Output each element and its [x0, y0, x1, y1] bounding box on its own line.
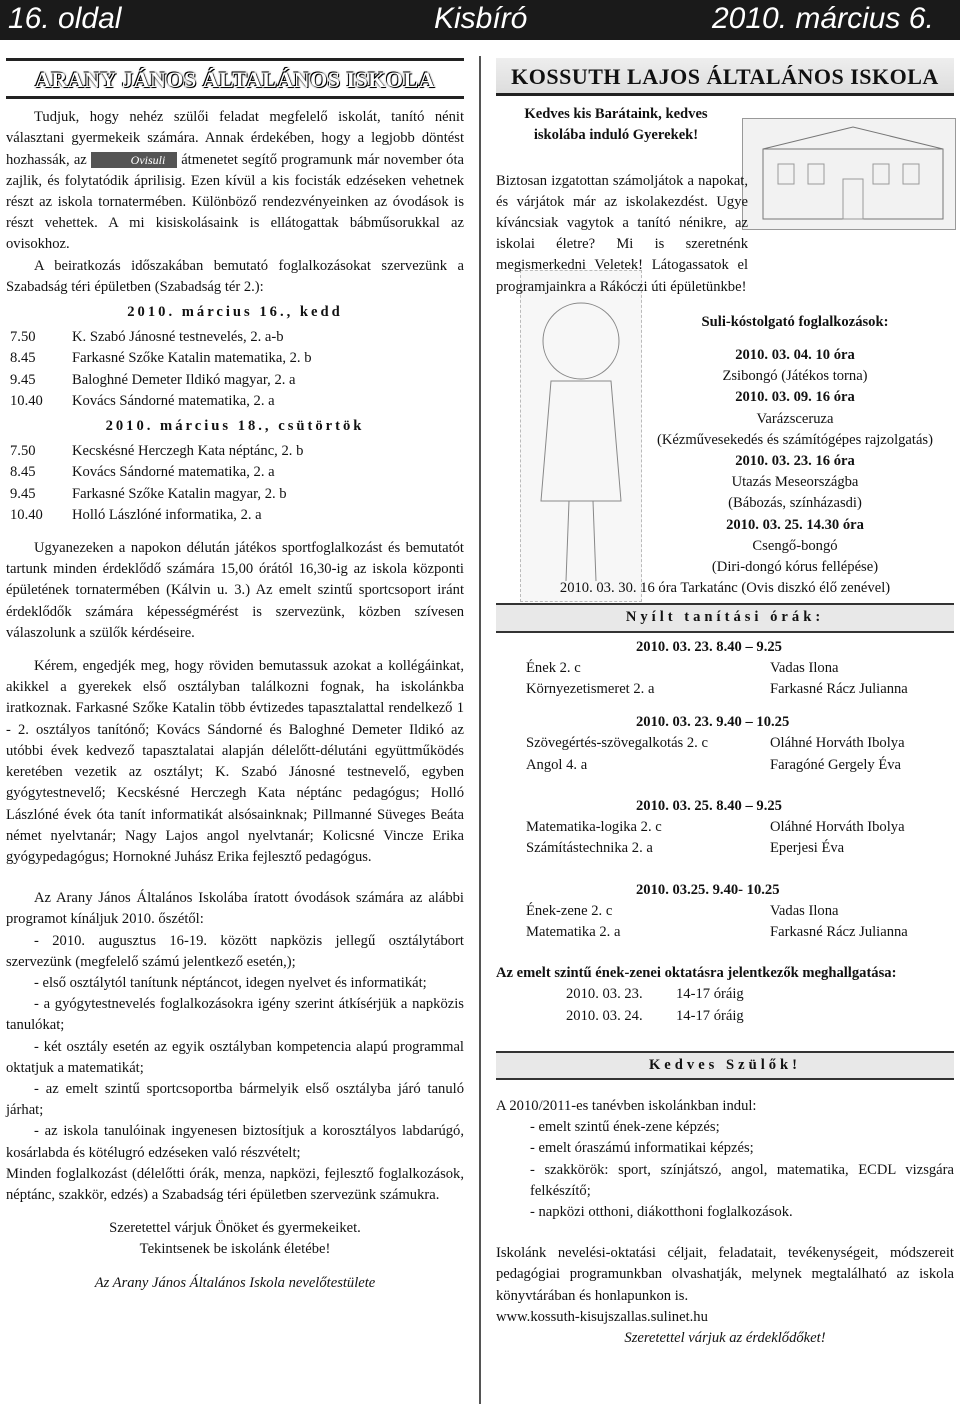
open-row	[526, 755, 954, 776]
suli-line: 2010. 03. 23. 16 óra	[735, 453, 855, 470]
music-dates	[496, 984, 954, 1026]
list-item: - emelt óraszámú informatikai képzés;	[530, 1140, 754, 1157]
day1-heading: 2010. március 16., kedd	[127, 304, 343, 321]
kossuth-column	[496, 58, 954, 1349]
signature: Az Arany János Általános Iskola nevelőtestülete	[94, 1274, 376, 1291]
list-item: - az iskola tanulóinak ingyenesen biztosítjuk a korosztályos labdarúgó, kosárlabda és kötélugró edzéseken való részvételt;	[6, 1123, 464, 1161]
suli-line: 2010. 03. 30. 16 óra Tarkatánc (Ovis diszkó élő zenével)	[559, 580, 891, 597]
signoff: Szeretettel várjuk az érdeklődőket!	[624, 1329, 826, 1346]
program-list	[6, 931, 464, 1164]
spacer	[6, 1206, 464, 1218]
open-row	[526, 922, 954, 943]
open-row	[526, 817, 954, 838]
spacer	[6, 526, 464, 538]
spacer	[496, 1223, 954, 1243]
parents-title: Kedves Szülők!	[496, 1051, 954, 1080]
teachers-paragraph: Kérem, engedjék meg, hogy röviden bemutassuk azokat a kollégáinkat, akikkel a gyerekek első osztályban találkozni fognak, ha iskolánkba iratkoznak. Farkasné Szőke Katalin több évtizedes tapasztalattal rendelkező 1 - 2. osztályos tanítónő; Kovács Sándorné és Baloghné Demeter Ildikó az utóbbi évek kedvező tapasztalatai alapján délelőtt-délutáni együttműködés keretében vezetik az osztályt; K. Szabó Jánosné testnevelő, egyben gyógytestnevelő; Kecskésné Herczegh Kata néptánc pedagógus; Holló Lászlóné évek óta tanít informatikát alsósainknak; Pillmanné Süveges Beáta német nyelvtanár; Nagy Lajos angol nyelvtanár; Kolicsné Vincze Erika gyógypedagógus; Hornokné Juhász Erika fejlesztő pedagógus.	[6, 658, 464, 865]
paper-name: Kisbíró	[434, 2, 528, 35]
open-row	[526, 679, 954, 700]
greeting-line2: iskolába induló Gyerekek!	[533, 127, 699, 144]
open-subject: Matematika-logika 2. c	[526, 819, 662, 836]
open-subject: Ének 2. c	[526, 659, 581, 676]
open-lessons-title: Nyílt tanítási órák:	[496, 603, 954, 632]
music-date: 2010. 03. 23.	[566, 986, 643, 1003]
program-paragraph: Az Arany János Általános Iskolába íratott óvodások számára az alábbi programot kínáljuk 2010. őszétől:	[6, 890, 464, 928]
schedule-desc: Kovács Sándorné matematika, 2. a	[72, 464, 275, 481]
list-item: - az emelt szintű sportcsoportba bármelyik első osztályba járó tanuló járhat;	[6, 1080, 464, 1119]
suli-section	[496, 312, 954, 578]
parents-intro: A 2010/2011-es tanévben iskolánkban indul:	[496, 1097, 757, 1114]
spacer	[496, 1027, 954, 1047]
kossuth-title: KOSSUTH LAJOS ÁLTALÁNOS ISKOLA	[496, 58, 954, 96]
closing-line1: Szeretettel várjuk Önöket és gyermekeiket.	[109, 1220, 361, 1237]
open-teacher: Vadas Ilona	[770, 659, 839, 676]
arany-janos-column	[6, 58, 464, 1294]
page-number: 16. oldal	[8, 2, 122, 35]
open-date: 2010. 03. 23. 9.40 – 10.25	[636, 714, 790, 731]
schedule-day1	[6, 327, 464, 412]
open-subject: Angol 4. a	[526, 756, 588, 773]
open-row	[526, 733, 954, 754]
schedule-desc: Farkasné Szőke Katalin matematika, 2. b	[72, 350, 312, 367]
music-title: Az emelt szintű ének-zenei oktatásra jelentkezők meghallgatása:	[496, 965, 897, 982]
closing-line2: Tekintsenek be iskolánk életébe!	[139, 1241, 331, 1258]
schedule-time: 8.45	[10, 350, 36, 367]
suli-line: (Kézművesekedés és számítógépes rajzolgatás)	[657, 431, 933, 448]
all-activities-paragraph: Minden foglalkozást (délelőtti órák, menza, napközi, fejlesztő foglalkozások, néptánc, szakkör, edzés) a Szabadság téri épületben szervezünk számukra.	[6, 1165, 464, 1203]
ovisuli-logo: Ovisuli	[91, 152, 177, 168]
list-item: - szakkörök: sport, színjátszó, angol, matematika, ECDL vizsgára felkészítő;	[530, 1161, 954, 1199]
greeting	[496, 104, 736, 146]
open-row	[526, 838, 954, 859]
open-subject: Szövegértés-szövegalkotás 2. c	[526, 735, 708, 752]
arany-title: ARANY JÁNOS ÁLTALÁNOS ISKOLA	[6, 58, 464, 99]
suli-line: (Diri-dongó kórus fellépése)	[711, 559, 879, 576]
suli-line: Utazás Meseországba	[731, 474, 859, 491]
list-item: - napközi otthoni, diákotthoni foglalkozások.	[530, 1203, 793, 1220]
schedule-time: 10.40	[10, 506, 43, 523]
schedule-day2	[6, 441, 464, 526]
schedule-desc: K. Szabó Jánosné testnevelés, 2. a-b	[72, 329, 284, 346]
schedule-time: 7.50	[10, 443, 36, 460]
intro-part2: átmenetet segítő programunk már november óta zajlik, és folytatódik áprilisig. Ezen kívül a kis focisták edzéseken vehetnek részt az iskola tornatermében. Különböző rendezvényeinken az óvodások is részt vehettek. A mi kisiskolásaink is ellátogattak bábműsorukkal az ovisokhoz.	[6, 151, 464, 253]
intro-paragraph	[6, 107, 464, 255]
kossuth-intro: Biztosan izgatottan számoljátok a napokat, és várjátok már az iskolakezdést. Ugye kíváncsiak vagytok a tanító nénikre, az iskolai életre? Mi is szeretnénk megismerkedni Veletek! Látogassatok el programjainkra a Rákóczi úti épületünkbe!	[496, 172, 748, 295]
open-block	[526, 637, 954, 701]
music-time: 14-17 óráig	[676, 986, 744, 1003]
open-date: 2010. 03. 23. 8.40 – 9.25	[636, 638, 782, 655]
spacer	[526, 700, 954, 712]
issue-date: 2010. március 6.	[712, 2, 934, 35]
open-subject: Számítástechnika 2. a	[526, 840, 653, 857]
spacer	[526, 860, 954, 880]
spacer	[496, 1084, 954, 1096]
schedule-row	[6, 505, 464, 526]
music-date: 2010. 03. 24.	[566, 1007, 643, 1024]
open-block	[526, 712, 954, 776]
music-row	[566, 984, 954, 1005]
intro-part1: Tudjuk, hogy nehéz szülői feladat megfelelő iskolát, tanító nénit választani gyermekeik számára. Annak érdekében, hogy a legjobb döntést hozhassák, az	[6, 109, 464, 168]
schedule-time: 7.50	[10, 329, 36, 346]
open-date: 2010. 03.25. 9.40- 10.25	[636, 881, 780, 898]
schedule-desc: Baloghné Demeter Ildikó magyar, 2. a	[72, 371, 296, 388]
enrollment-paragraph: A beiratkozás időszakában bemutató foglalkozásokat szervezünk a Szabadság téri épületben (Szabadság tér 2.):	[6, 257, 464, 295]
schedule-desc: Holló Lászlóné informatika, 2. a	[72, 506, 262, 523]
open-teacher: Faragóné Gergely Éva	[770, 756, 902, 773]
spacer	[6, 1261, 464, 1273]
suli-line: (Bábozás, színházasdi)	[728, 495, 862, 512]
spacer	[6, 644, 464, 656]
suli-line: 2010. 03. 25. 14.30 óra	[726, 516, 864, 533]
open-teacher: Farkasné Rácz Julianna	[770, 923, 908, 940]
schedule-row	[6, 391, 464, 412]
day2-heading: 2010. március 18., csütörtök	[105, 418, 365, 435]
open-row	[526, 658, 954, 679]
outro-paragraph: Iskolánk nevelési-oktatási céljait, feladatait, tevékenységeit, módszereit pedagógiai programunkban olvashatják, melynek megtalálható az iskola könyvtárában és honlapunkon is.	[496, 1245, 954, 1304]
open-block	[526, 880, 954, 944]
sport-paragraph: Ugyanezeken a napokon délután játékos sportfoglalkozást és bemutatót tartunk minden érdeklődő számára 15,00 órától 16,30-ig az iskola központi épületének tornatermében (Kálvin u. 3.) Az emelt szintű sportcsoport iránt érdeklődők számára képességmérést is szervezünk, közben szívesen válaszolunk a szülők kérdéseire.	[6, 540, 464, 641]
schedule-desc: Farkasné Szőke Katalin magyar, 2. b	[72, 485, 287, 502]
parents-list	[496, 1117, 954, 1223]
schedule-row	[6, 441, 464, 462]
open-teacher: Eperjesi Éva	[770, 840, 845, 857]
schedule-time: 9.45	[10, 371, 36, 388]
column-divider	[479, 56, 481, 1404]
open-row	[526, 901, 954, 922]
schedule-desc: Kovács Sándorné matematika, 2. a	[72, 392, 275, 409]
schedule-row	[6, 462, 464, 483]
open-block	[526, 796, 954, 860]
schedule-row	[6, 370, 464, 391]
list-item: - emelt szintű ének-zene képzés;	[530, 1119, 720, 1136]
spacer	[496, 943, 954, 963]
suli-title: Suli-kóstolgató foglalkozások:	[701, 313, 889, 330]
schedule-row	[6, 348, 464, 369]
suli-line: 2010. 03. 04. 10 óra	[735, 347, 855, 364]
open-subject: Matematika 2. a	[526, 923, 621, 940]
suli-line: Csengő-bongó	[752, 537, 838, 554]
open-subject: Ének-zene 2. c	[526, 902, 613, 919]
list-item: - két osztály esetén az egyik osztályban kompetencia alapú programmal oktatjuk a matematikát;	[6, 1038, 464, 1076]
greeting-line1: Kedves kis Barátaink, kedves	[524, 106, 708, 123]
page-header	[0, 0, 960, 40]
music-row	[566, 1006, 954, 1027]
website-url: www.kossuth-kisujszallas.sulinet.hu	[496, 1308, 708, 1325]
schedule-row	[6, 484, 464, 505]
open-date: 2010. 03. 25. 8.40 – 9.25	[636, 797, 782, 814]
open-teacher: Oláhné Horváth Ibolya	[770, 735, 905, 752]
open-teacher: Vadas Ilona	[770, 902, 839, 919]
suli-line: Varázsceruza	[756, 410, 834, 427]
open-subject: Környezetismeret 2. a	[526, 681, 655, 698]
music-time: 14-17 óráig	[676, 1007, 744, 1024]
open-lessons	[496, 637, 954, 943]
schedule-time: 8.45	[10, 464, 36, 481]
schedule-desc: Kecskésné Herczegh Kata néptánc, 2. b	[72, 443, 304, 460]
suli-line: Zsibongó (Játékos torna)	[722, 368, 868, 385]
open-teacher: Farkasné Rácz Julianna	[770, 681, 908, 698]
schedule-time: 10.40	[10, 392, 43, 409]
list-item: - a gyógytestnevelés foglalkozásokra igény szerint átkísérjük a napközis tanulókat;	[6, 996, 464, 1034]
list-item: - 2010. augusztus 16-19. között napközis jellegű osztálytábort szervezünk (megfelelő számú jelentkező esetén,);	[6, 932, 464, 970]
spacer	[6, 868, 464, 888]
spacer	[526, 776, 954, 796]
open-teacher: Oláhné Horváth Ibolya	[770, 819, 905, 836]
schedule-time: 9.45	[10, 485, 36, 502]
schedule-row	[6, 327, 464, 348]
list-item: - első osztálytól tanítunk néptáncot, idegen nyelvet és informatikát;	[34, 974, 427, 991]
suli-line: 2010. 03. 09. 16 óra	[735, 389, 855, 406]
